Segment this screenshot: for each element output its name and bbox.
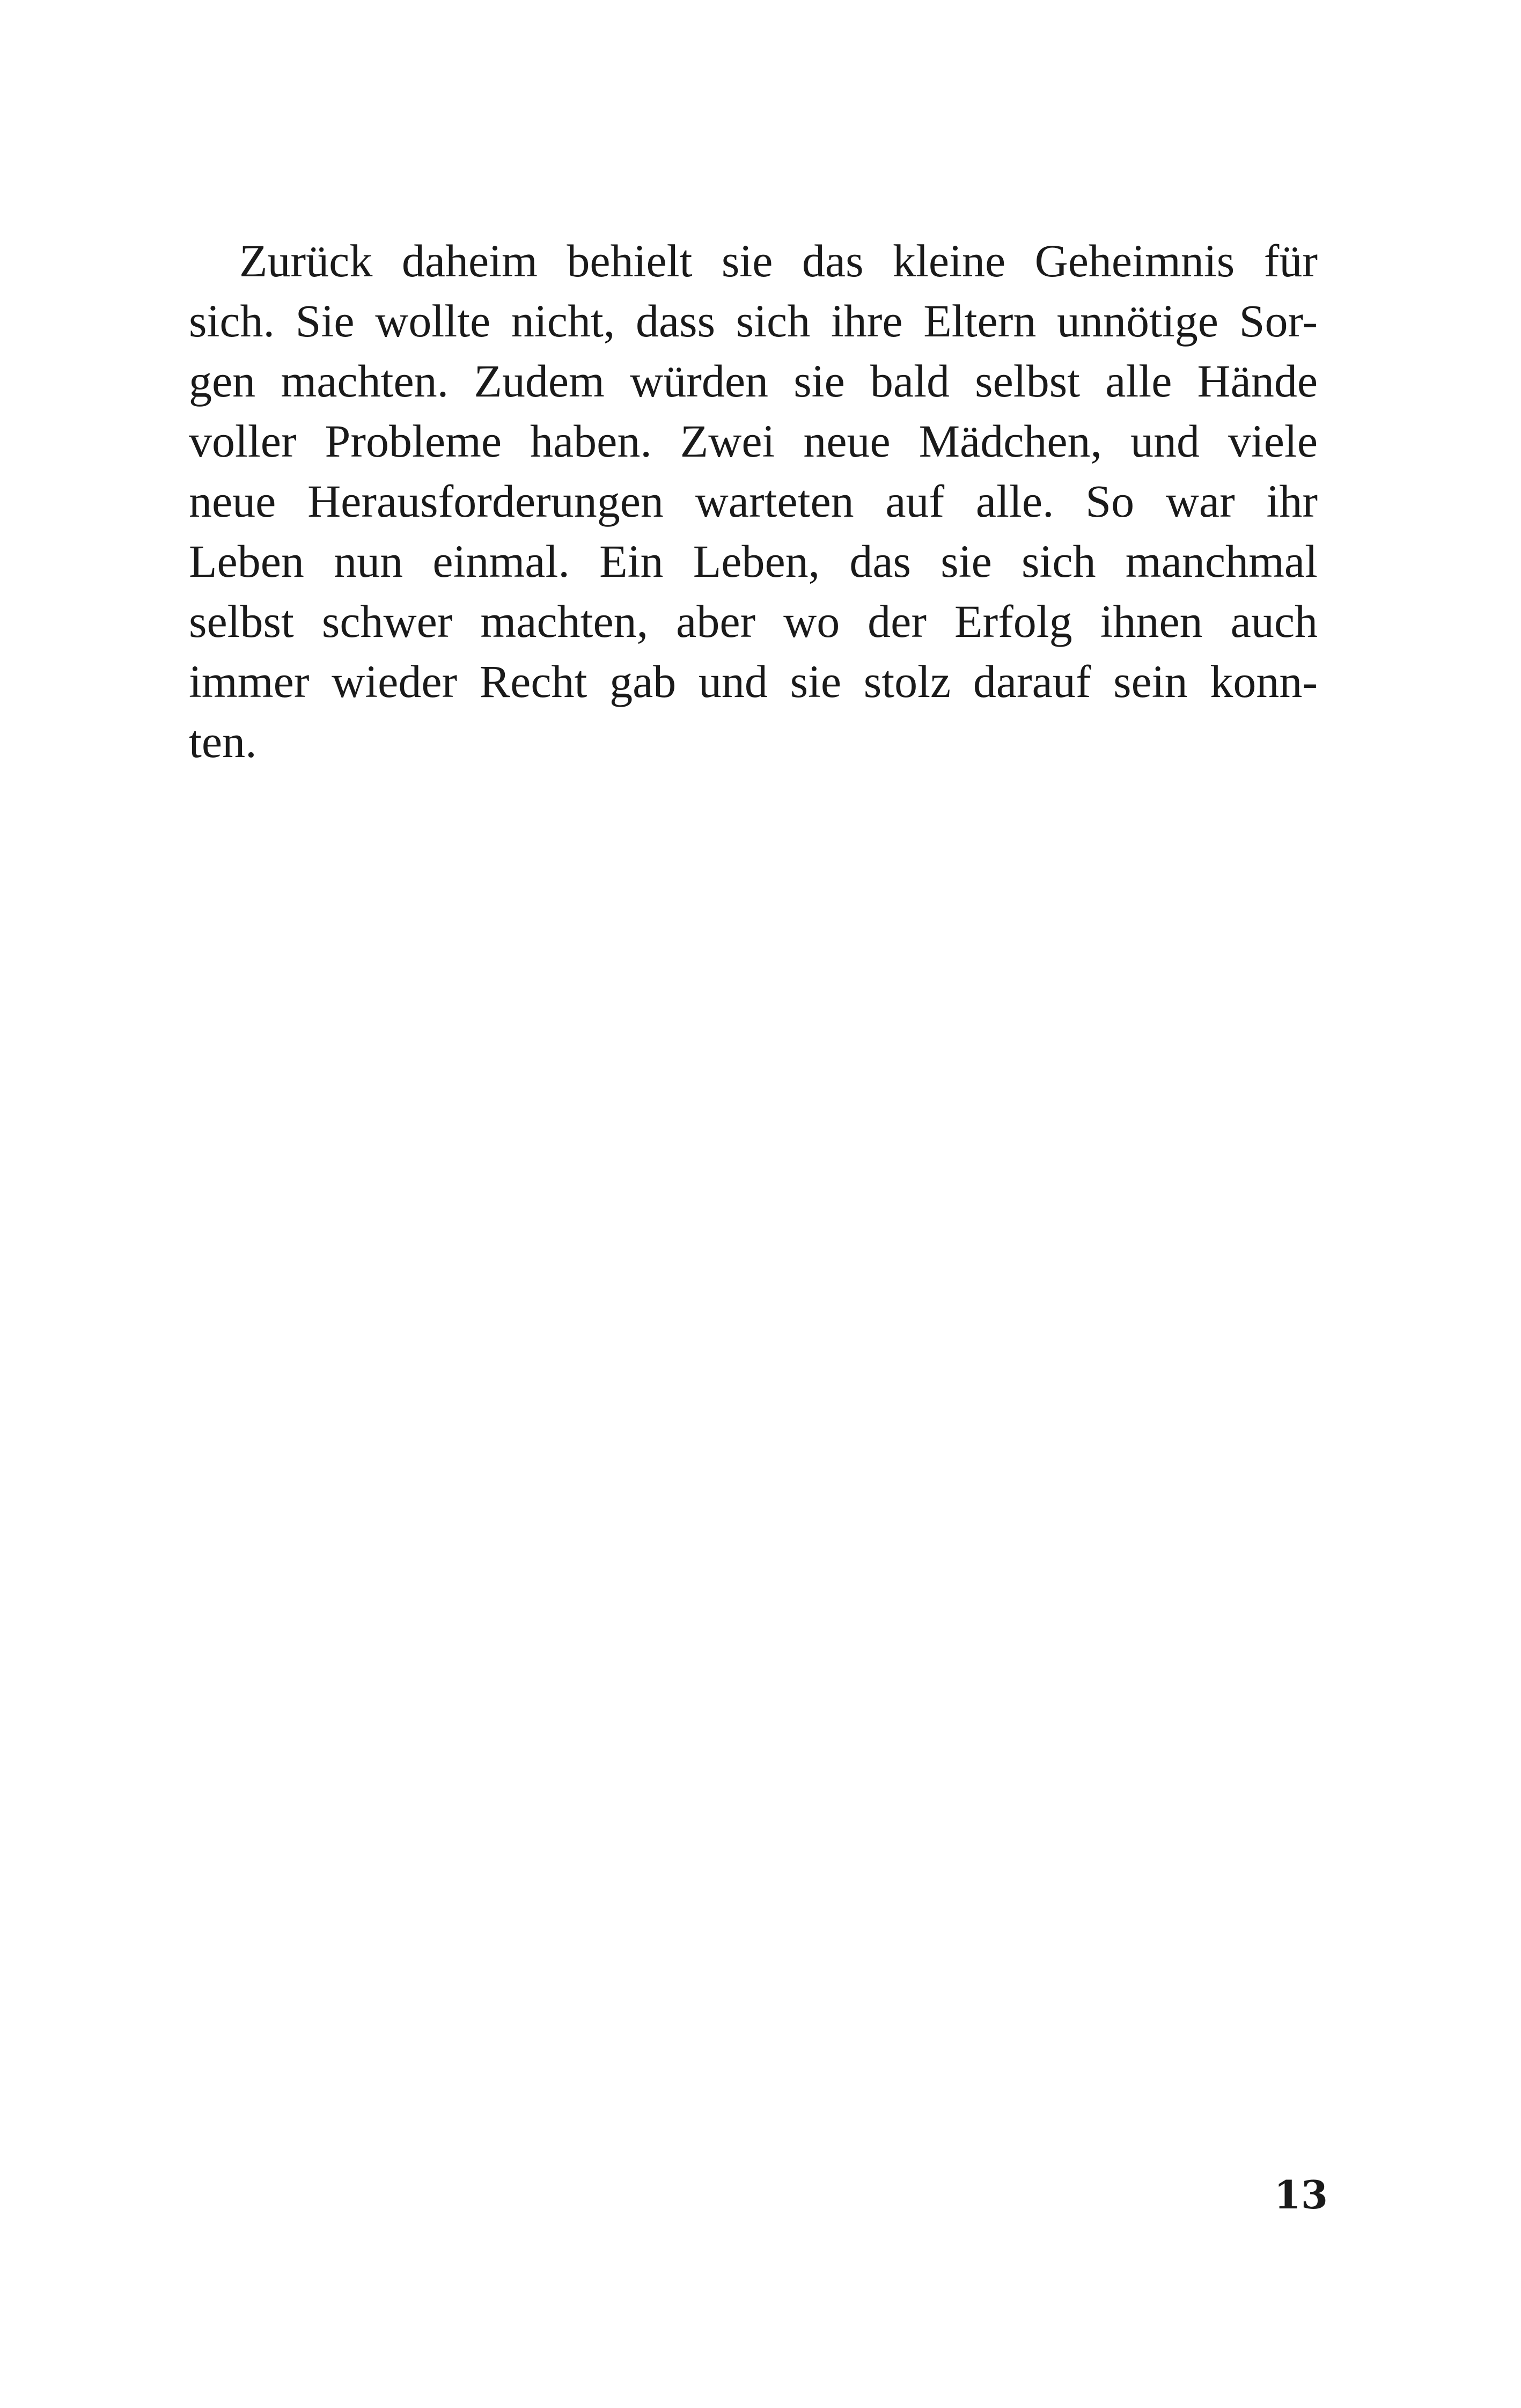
page-number: 13 <box>1274 2172 1328 2218</box>
paragraph-line: ten. <box>189 716 257 767</box>
paragraph-line: gen machten. Zudem würden sie bald selbst alle Hände <box>189 355 1318 407</box>
paragraph-line: voller Probleme haben. Zwei neue Mädchen, und viele <box>189 415 1318 467</box>
paragraph-line: Zurück daheim behielt sie das kleine Geheimnis für <box>239 235 1318 287</box>
body-paragraph <box>189 231 1318 772</box>
paragraph-line: immer wieder Recht gab und sie stolz darauf sein konn- <box>189 656 1318 707</box>
paragraph-line: Leben nun einmal. Ein Leben, das sie sich manchmal <box>189 535 1318 587</box>
paragraph-line: sich. Sie wollte nicht, dass sich ihre Eltern unnötige Sor- <box>189 295 1318 347</box>
paragraph-line: neue Herausforderungen warteten auf alle. So war ihr <box>189 475 1318 527</box>
paragraph-line: selbst schwer machten, aber wo der Erfolg ihnen auch <box>189 596 1318 647</box>
